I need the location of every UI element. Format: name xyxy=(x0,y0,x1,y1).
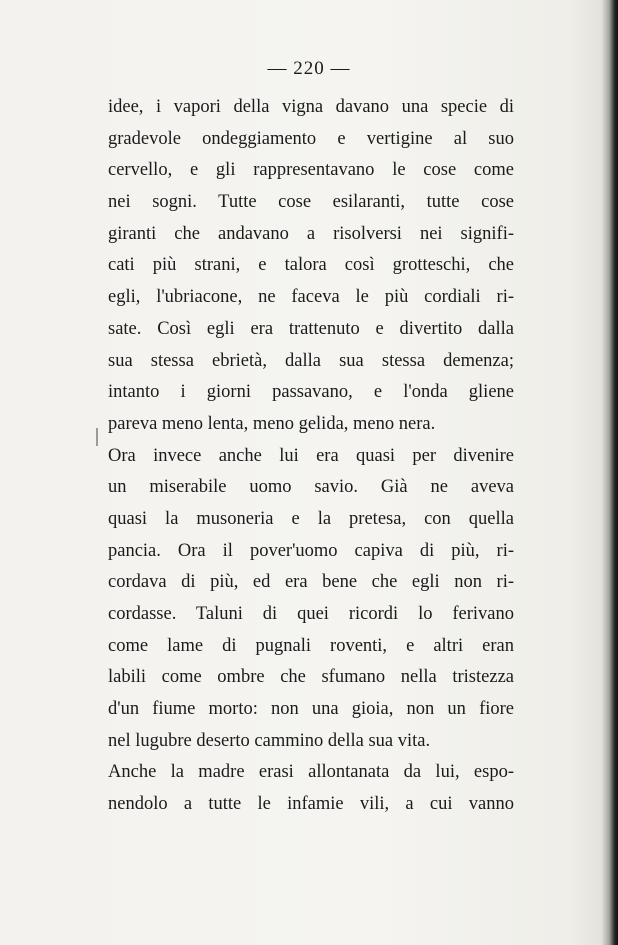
text-line: cervello, e gli rappresentavano le cose come xyxy=(108,160,514,181)
text-line: sua stessa ebrietà, dalla sua stessa demenza; xyxy=(108,350,514,371)
text-line: intanto i giorni passavano, e l'onda gliene xyxy=(108,382,514,403)
text-line: nei sogni. Tutte cose esilaranti, tutte cose xyxy=(108,192,514,213)
text-line: pareva meno lenta, meno gelida, meno nera. xyxy=(108,413,436,434)
text-line: nendolo a tutte le infamie vili, a cui vanno xyxy=(108,794,514,815)
body-text xyxy=(108,92,514,821)
text-line: labili come ombre che sfumano nella tristezza xyxy=(108,667,514,688)
text-line: Anche la madre erasi allontanata da lui, espo- xyxy=(108,762,514,783)
text-line: cati più strani, e talora così grotteschi, che xyxy=(108,255,514,276)
text-line: sate. Così egli era trattenuto e divertito dalla xyxy=(108,318,514,339)
text-line: giranti che andavano a risolversi nei signifi- xyxy=(108,223,514,244)
text-line: quasi la musoneria e la pretesa, con quella xyxy=(108,508,514,529)
page-binding-edge xyxy=(602,0,618,945)
text-line: un miserabile uomo savio. Già ne aveva xyxy=(108,477,514,498)
margin-mark xyxy=(96,428,98,446)
text-line: idee, i vapori della vigna davano una specie di xyxy=(108,97,514,117)
text-line: come lame di pugnali roventi, e altri eran xyxy=(108,635,514,656)
text-line: Ora invece anche lui era quasi per divenire xyxy=(108,445,514,466)
text-line: nel lugubre deserto cammino della sua vita. xyxy=(108,730,431,751)
text-line: cordasse. Taluni di quei ricordi lo ferivano xyxy=(108,604,514,624)
text-line: pancia. Ora il pover'uomo capiva di più, ri- xyxy=(108,540,514,561)
text-line: egli, l'ubriacone, ne faceva le più cordiali ri- xyxy=(108,287,514,308)
text-line: gradevole ondeggiamento e vertigine al suo xyxy=(108,128,514,149)
text-line: cordava di più, ed era bene che egli non ri- xyxy=(108,572,514,593)
text-line: d'un fiume morto: non una gioia, non un fiore xyxy=(108,699,514,720)
page-number: — 220 — xyxy=(267,58,351,79)
